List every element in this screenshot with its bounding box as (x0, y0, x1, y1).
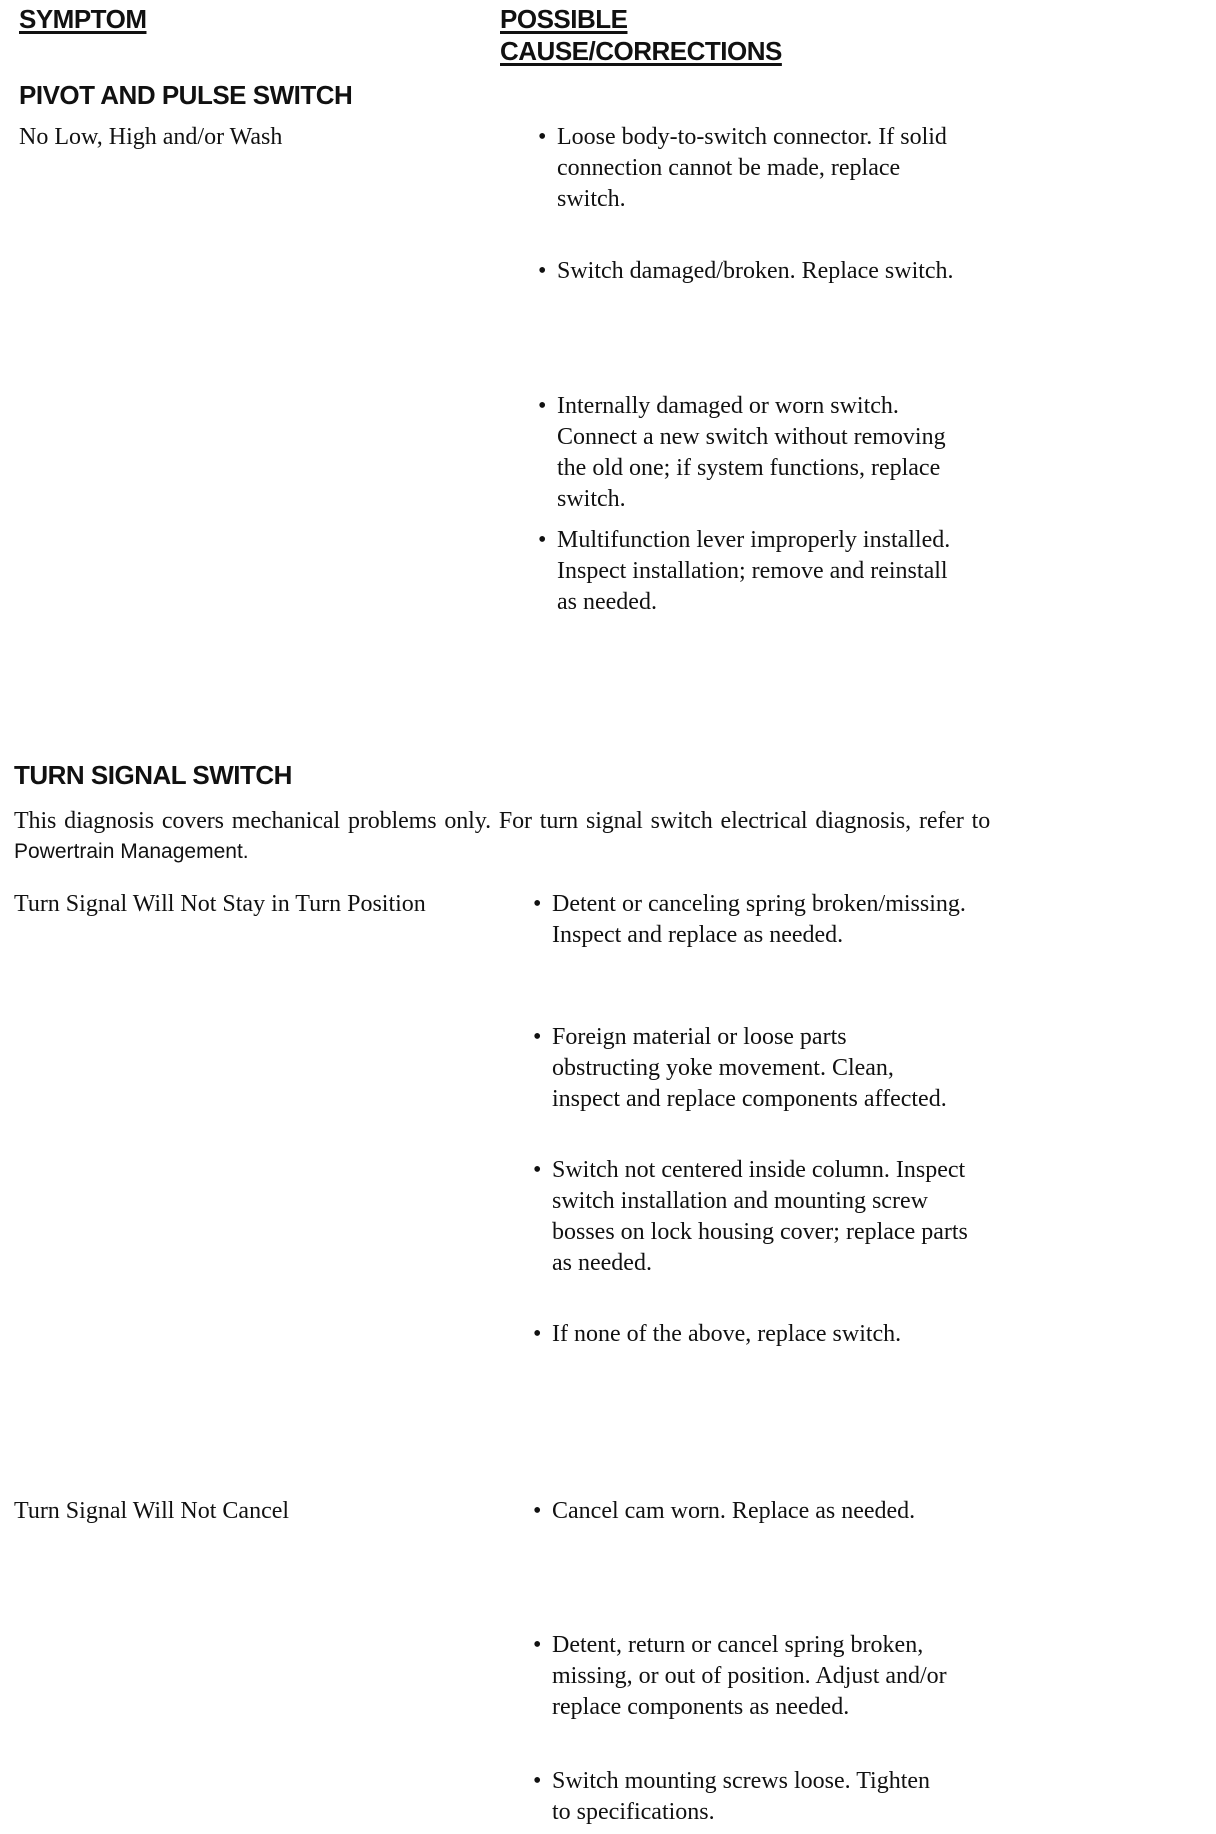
cause-item: • Multifunction lever improperly installed. Inspect installation; remove and reinstall as needed. (538, 527, 951, 615)
cause-item: • Switch damaged/broken. Replace switch. (538, 258, 954, 284)
symptom-column-header: SYMPTOM (19, 4, 147, 34)
cause-item: • Switch mounting screws loose. Tighten to specifications. (533, 1768, 931, 1825)
turn-signal-intro: This diagnosis covers mechanical problems only. For turn signal switch electrical diagnosis, refer to (14, 808, 991, 834)
symptom-will-not-cancel: Turn Signal Will Not Cancel (14, 1498, 290, 1524)
cause-item: • Cancel cam worn. Replace as needed. (533, 1498, 916, 1524)
cause-item: • If none of the above, replace switch. (533, 1321, 902, 1347)
symptom-no-low-high-wash: No Low, High and/or Wash (19, 124, 283, 150)
cause-item: • Detent, return or cancel spring broken, missing, or out of position. Adjust and/or replace components as needed. (533, 1632, 947, 1720)
symptom-will-not-stay: Turn Signal Will Not Stay in Turn Position (14, 891, 426, 917)
turn-signal-intro-reference: Powertrain Management. (14, 840, 249, 863)
cause-item: • Foreign material or loose parts obstructing yoke movement. Clean, inspect and replace components affected. (533, 1024, 947, 1112)
cause-column-header-line2: CAUSE/CORRECTIONS (500, 36, 782, 66)
cause-item: • Detent or canceling spring broken/missing. Inspect and replace as needed. (533, 891, 966, 948)
cause-item: • Internally damaged or worn switch. Connect a new switch without removing the old one; if system functions, replace switch. (538, 393, 946, 512)
cause-item: • Switch not centered inside column. Inspect switch installation and mounting screw bosses on lock housing cover; replace parts as needed. (533, 1157, 968, 1276)
cause-item: • Loose body-to-switch connector. If solid connection cannot be made, replace switch. (538, 124, 947, 212)
section-title-turn-signal: TURN SIGNAL SWITCH (14, 760, 292, 790)
section-title-pivot-pulse: PIVOT AND PULSE SWITCH (19, 80, 353, 110)
cause-column-header-line1: POSSIBLE (500, 4, 628, 34)
